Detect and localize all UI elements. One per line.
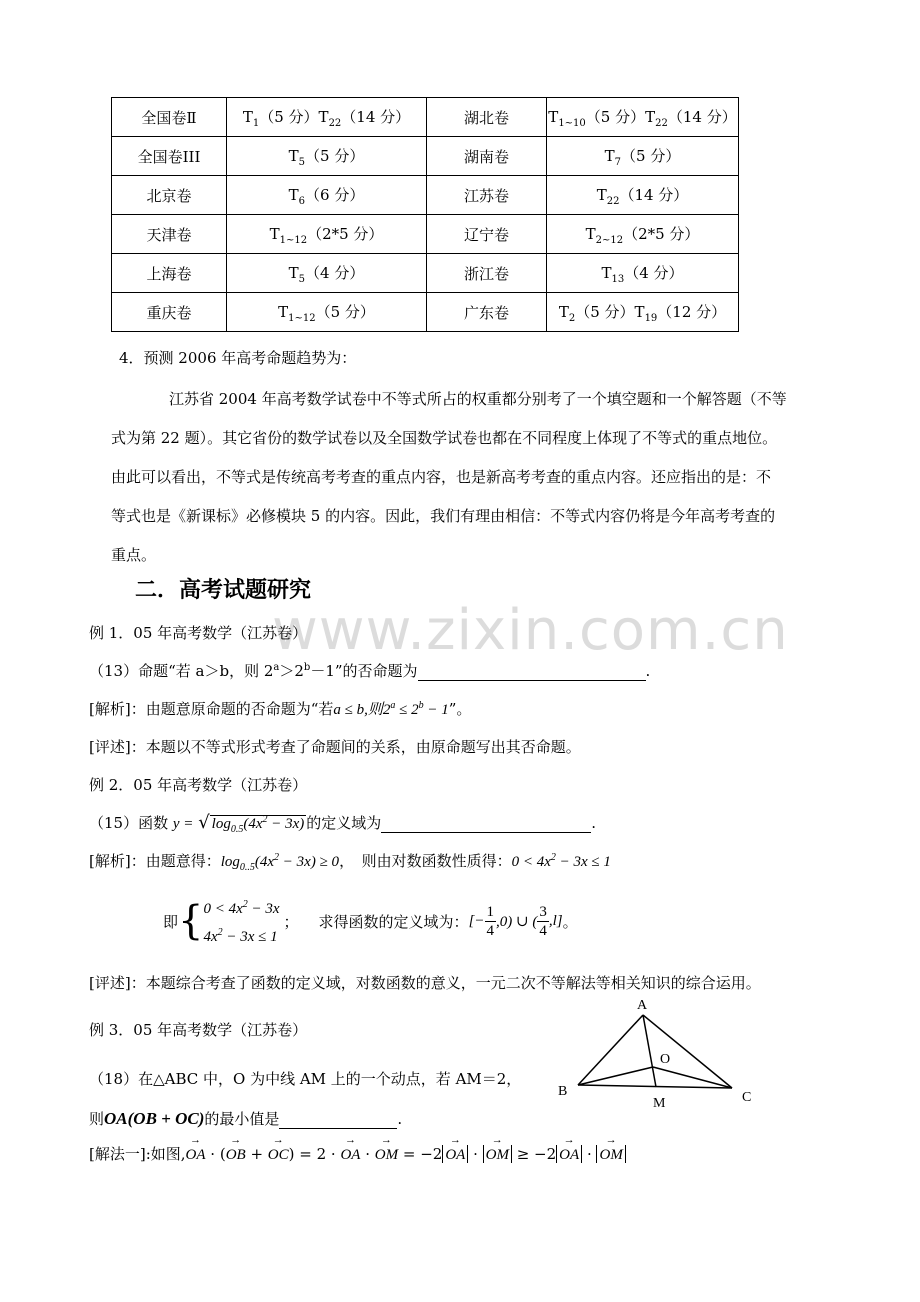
ex2-analysis-ineq: − 3x ≤ 1 (555, 854, 611, 870)
abs-value (442, 1145, 468, 1163)
vector-OM: → OM (375, 1147, 398, 1164)
ex1-q-end: . (645, 662, 651, 680)
ex3-question-line1: （18）在△ABC 中，O 为中线 AM 上的一个动点，若 AM＝2， (89, 1070, 522, 1088)
ex2-sys-line2 (203, 921, 279, 949)
ex2-q-y: y = (172, 816, 194, 832)
ex3-question-line2 (89, 1108, 402, 1129)
ex2-res-open: [− (468, 912, 485, 929)
ex2-analysis-label: [解析]：由题意得： (89, 852, 221, 870)
ex1-q-mid: ＞2 (279, 662, 304, 680)
frac-den: 4 (539, 922, 547, 939)
ex2-log: log (211, 816, 231, 832)
ex3-q-suffix: 的最小值是 (204, 1110, 280, 1128)
exam-name: 重庆卷 (112, 293, 227, 332)
vector-OA: → OA (186, 1147, 206, 1164)
watermark: www.zixin.com.cn (272, 598, 789, 663)
ex2-arg: − 3x) (267, 816, 305, 832)
exam-detail: $T_5(4$ 分） (227, 254, 427, 293)
ex2-result-label: 求得函数的定义域为： (318, 912, 469, 931)
para-line: 江苏省 2004 年高考数学试卷中不等式所占的权重都分别考了一个填空题和一个解答题（不等 (169, 390, 787, 408)
table-row (112, 254, 739, 293)
para-line: 等式也是《新课标》必修模块 5 的内容。因此，我们有理由相信：不等式内容仍将是今年高考考查的 (111, 507, 776, 525)
exam-detail: $T_1(5$ 分）$T_{22}(14$ 分） (227, 98, 427, 137)
t: − 3x (247, 901, 280, 917)
section4-paragraph (111, 380, 831, 575)
ex1-analysis-end: ”。 (448, 700, 472, 718)
section4-heading: 4．预测 2006 年高考命题趋势为： (119, 349, 357, 367)
ex1-analysis-math: ≤ 2 (395, 702, 419, 718)
t: · ( (205, 1145, 226, 1163)
exam-name: 天津卷 (112, 215, 227, 254)
ex1-analysis-math: a ≤ b,则2 (333, 702, 391, 718)
exam-name: 全国卷III (112, 137, 227, 176)
exam-detail: $T_{1\sim 12}(2*5$ 分） (227, 215, 427, 254)
vector-OB: → OB (226, 1147, 246, 1164)
ex2-res-close: ,l] (548, 912, 563, 929)
vector-OA: → OA (559, 1147, 579, 1164)
t: · (468, 1145, 483, 1163)
ex3-q-expr: OA(OB + OC) (104, 1109, 205, 1128)
exam-name: 浙江卷 (427, 254, 547, 293)
ex1-q-sup: b (303, 662, 311, 673)
frac-num: 3 (539, 903, 547, 920)
answer-blank[interactable] (418, 662, 646, 681)
vector-OC: → OC (268, 1147, 289, 1164)
para-line: 由此可以看出，不等式是传统高考考查的重点内容，也是新高考考查的重点内容。还应指出的是：不 (111, 468, 772, 486)
exam-detail: $T_{2\sim 12}(2*5$ 分） (547, 215, 739, 254)
ex2-res-mid: ,0) ∪ ( (496, 913, 538, 930)
ex2-question (89, 812, 596, 835)
ex2-analysis (89, 850, 611, 873)
ex2-analysis-log: log (220, 854, 240, 870)
exam-name: 辽宁卷 (427, 215, 547, 254)
ex3-q-end: . (397, 1110, 403, 1128)
ex2-sys-lines (203, 893, 279, 949)
exam-detail: $T_5(5$ 分） (227, 137, 427, 176)
median-AM (643, 1015, 656, 1087)
exam-detail: $T_{22}(14$ 分） (547, 176, 739, 215)
t: · (582, 1145, 597, 1163)
ex2-q-prefix: （15）函数 (89, 814, 169, 832)
ex1-analysis (89, 698, 471, 719)
exam-name: 上海卷 (112, 254, 227, 293)
vector-OM: → OM (486, 1147, 509, 1164)
ex2-log-base: 0.5 (230, 824, 244, 835)
ex2-title: 例 2．05 年高考数学（江苏卷） (89, 776, 308, 794)
side-AB (578, 1015, 643, 1085)
abs-value (596, 1145, 625, 1163)
table-row (112, 137, 739, 176)
table-row (112, 98, 739, 137)
ex2-arg: (4x (243, 816, 263, 832)
ex2-analysis-sup: 2 (550, 852, 556, 863)
ex2-sqrt (210, 814, 307, 835)
fraction (537, 903, 549, 940)
ex2-sys-sep: ； (283, 912, 299, 931)
t: − 3x ≤ 1 (222, 929, 278, 945)
abs-value (483, 1145, 512, 1163)
ex3-title: 例 3．05 年高考数学（江苏卷） (89, 1021, 308, 1039)
ex2-comment: [评述]：本题综合考查了函数的定义域，对数函数的意义，一元二次不等解法等相关知识的综合运用。 (89, 974, 761, 992)
ex2-res-end: 。 (562, 912, 578, 931)
ex2-analysis-sup: 2 (274, 852, 280, 863)
exam-detail: $T_2(5$ 分）$T_{19}(12$ 分） (547, 293, 739, 332)
ex2-sys-prefix: 即 (163, 912, 179, 931)
frac-den: 4 (486, 922, 495, 939)
ex2-sys-line1 (203, 893, 279, 921)
fraction (485, 903, 497, 940)
para-line: 重点。 (111, 546, 157, 564)
exam-name: 全国卷Ⅱ (112, 98, 227, 137)
ex1-comment: [评述]：本题以不等式形式考查了命题间的关系，由原命题写出其否命题。 (89, 738, 581, 756)
triangle-figure (550, 995, 770, 1110)
exam-detail: $T_{1\sim 10}(5$ 分）$T_{22}(14$ 分） (547, 98, 739, 137)
t: = −2 (398, 1145, 443, 1163)
ex3-q-prefix: 则 (89, 1110, 105, 1128)
t: 4x (203, 929, 218, 945)
ex3-sol-label: [解法一]:如图, (89, 1145, 186, 1163)
segment-BO (578, 1067, 653, 1085)
t: 0 < 4x (203, 901, 243, 917)
ex2-analysis-log-base: 0..5 (239, 862, 255, 873)
answer-blank[interactable] (279, 1110, 397, 1129)
ex2-arg-sup: 2 (262, 814, 268, 825)
table-row (112, 215, 739, 254)
exam-distribution-table (111, 97, 739, 332)
brace: { (178, 898, 204, 944)
ex3-solution (89, 1143, 626, 1164)
side-AC (643, 1015, 732, 1088)
exam-name: 湖南卷 (427, 137, 547, 176)
frac-num: 1 (486, 903, 495, 920)
t: ≥ −2 (511, 1145, 557, 1163)
vector-OM: → OM (599, 1147, 622, 1164)
t: · (360, 1145, 375, 1163)
label-B: B (558, 1084, 568, 1099)
section-title: 二．高考试题研究 (135, 578, 312, 603)
ex1-q-suffix: －1”的否命题为 (310, 662, 418, 680)
label-O: O (660, 1052, 671, 1067)
exam-detail: $T_7(5$ 分） (547, 137, 739, 176)
ex2-analysis-mid: ， 则由对数函数性质得： (339, 852, 512, 870)
exam-detail: $T_{1\sim 12}(5$ 分） (227, 293, 427, 332)
ex2-analysis-ineq: 0 < 4x (511, 854, 551, 870)
label-M: M (653, 1096, 666, 1110)
label-A: A (637, 998, 648, 1013)
para-line: 式为第 22 题）。其它省份的数学试卷以及全国数学试卷也都在不同程度上体现了不等式的重点地位。 (111, 429, 778, 447)
abs-value (556, 1145, 582, 1163)
exam-detail: $T_{13}(4$ 分） (547, 254, 739, 293)
vector-OA: → OA (340, 1147, 360, 1164)
sqrt-sign: √ (198, 812, 210, 833)
ex1-question (89, 660, 650, 681)
ex1-analysis-sup: b (418, 700, 424, 711)
table-row (112, 176, 739, 215)
ex1-analysis-math: − 1 (423, 702, 449, 718)
t: 2 (217, 927, 223, 938)
ex1-title: 例 1．05 年高考数学（江苏卷） (89, 624, 308, 642)
answer-blank[interactable] (381, 814, 591, 833)
vector-OA: → OA (445, 1147, 465, 1164)
ex2-analysis-expr: (4x (254, 854, 275, 870)
table-row (112, 293, 739, 332)
t: + (245, 1145, 268, 1163)
label-C: C (742, 1090, 752, 1105)
exam-name: 江苏卷 (427, 176, 547, 215)
ex2-q-end: . (591, 814, 597, 832)
t: ) = 2 · (288, 1145, 341, 1163)
exam-name: 广东卷 (427, 293, 547, 332)
exam-detail: $T_6(6$ 分） (227, 176, 427, 215)
ex2-q-suffix: 的定义域为 (306, 814, 382, 832)
ex1-q-sup: a (273, 662, 280, 673)
ex2-analysis-expr: − 3x) ≥ 0 (279, 854, 340, 870)
ex1-analysis-label: [解析]：由题意原命题的否命题为“若 (89, 700, 334, 718)
exam-name: 湖北卷 (427, 98, 547, 137)
ex1-q-prefix: （13）命题“若 a＞b，则 2 (89, 662, 274, 680)
ex1-analysis-sup: a (390, 700, 396, 711)
t: 2 (242, 899, 248, 910)
exam-name: 北京卷 (112, 176, 227, 215)
ex2-system (163, 893, 578, 949)
